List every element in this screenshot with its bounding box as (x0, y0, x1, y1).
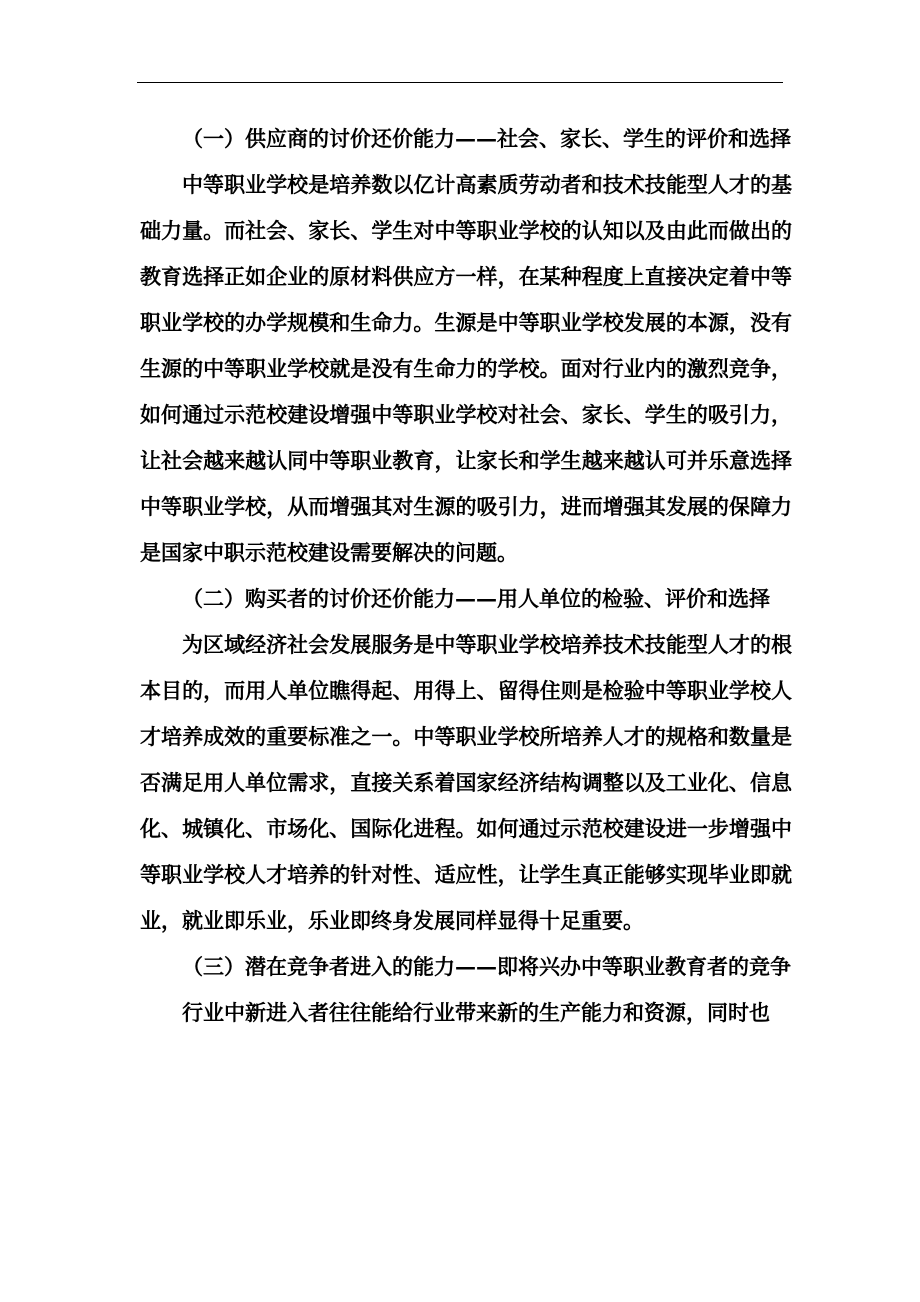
section-heading-2: （二）购买者的讨价还价能力——用人单位的检验、评价和选择 (182, 586, 770, 611)
body-paragraph-3: 行业中新进入者往往能给行业带来新的生产能力和资源，同时也 (182, 1000, 770, 1025)
body-paragraph-2: 为区域经济社会发展服务是中等职业学校培养技术技能型人才的根本目的，而用人单位瞧得起、用得上、留得住则是检验中等职业学校人才培养成效的重要标准之一。中等职业学校所培养人才的规格和数量是否满足用人单位需求，直接关系着国家经济结构调整以及工业化、信息化、城镇化、市场化、国际化进程。如何通过示范校建设进一步增强中等职业学校人才培养的针对性、适应性，让学生真正能够实现毕业即就业，就业即乐业，乐业即终身发展同样显得十足重要。 (140, 632, 792, 933)
section-heading-3: （三）潜在竞争者进入的能力——即将兴办中等职业教育者的竞争 (182, 954, 791, 979)
header-rule (137, 82, 783, 83)
document-body (140, 116, 792, 1036)
section-heading-1: （一）供应商的讨价还价能力——社会、家长、学生的评价和选择 (182, 126, 791, 151)
body-paragraph-1: 中等职业学校是培养数以亿计高素质劳动者和技术技能型人才的基础力量。而社会、家长、学生对中等职业学校的认知以及由此而做出的教育选择正如企业的原材料供应方一样，在某种程度上直接决定着中等职业学校的办学规模和生命力。生源是中等职业学校发展的本源，没有生源的中等职业学校就是没有生命力的学校。面对行业内的激烈竞争，如何通过示范校建设增强中等职业学校对社会、家长、学生的吸引力，让社会越来越认同中等职业教育，让家长和学生越来越认可并乐意选择中等职业学校，从而增强其对生源的吸引力，进而增强其发展的保障力是国家中职示范校建设需要解决的问题。 (140, 172, 792, 565)
